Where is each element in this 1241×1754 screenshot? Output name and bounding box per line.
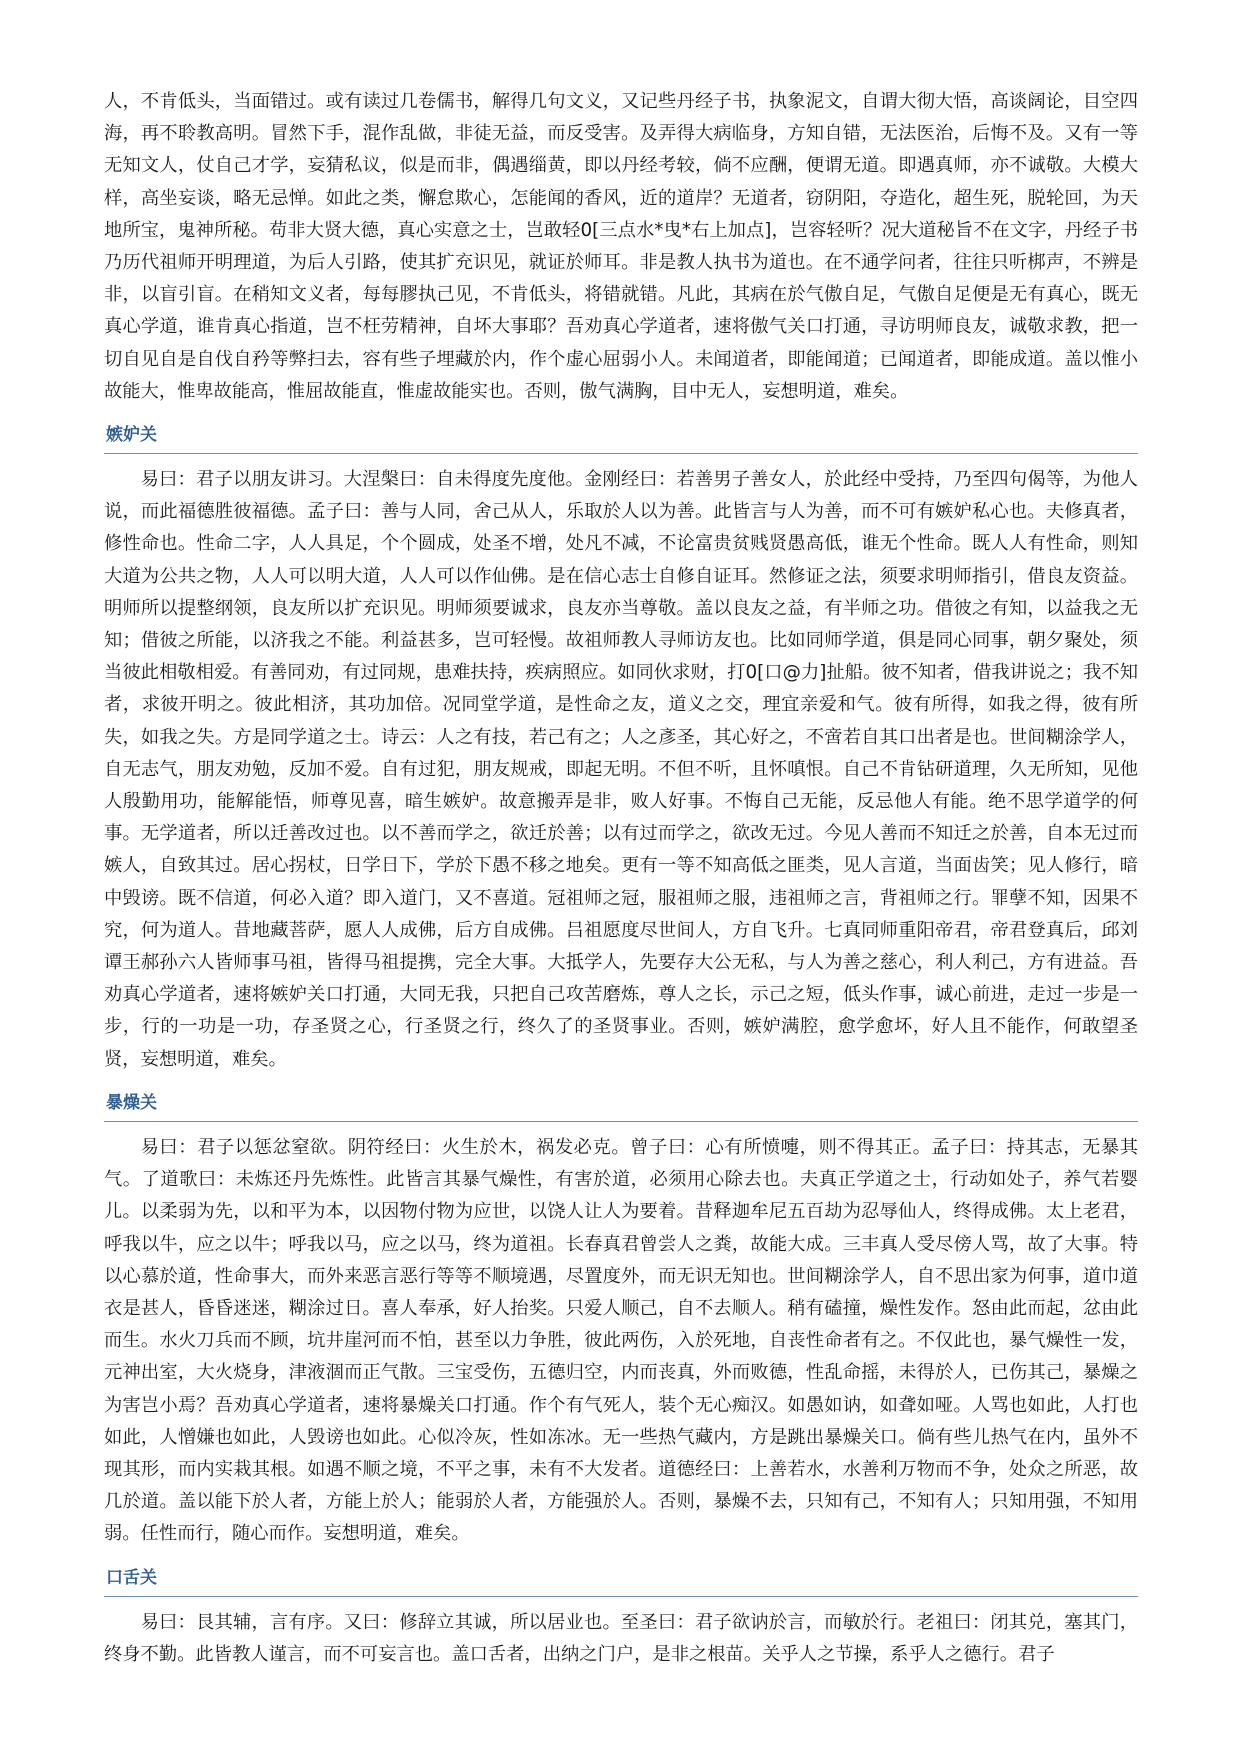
section-heading-speech: 口舌关 <box>104 1566 1138 1597</box>
section-heading-irritability: 暴燥关 <box>104 1091 1138 1122</box>
section-body-jealousy: 易曰：君子以朋友讲习。大涅槃曰：自未得度先度他。金刚经曰：若善男子善女人，於此经中受持，乃至四句偈等，为他人说，而此福德胜彼福德。孟子曰：善与人同，舍己从人，乐取於人以为善。此皆言与人为善，而不可有嫉妒私心也。夫修真者，修性命也。性命二字，人人具足，个个圆成，处圣不增，处凡不减，不论富贵贫贱贤愚高低，谁无个性命。既人人有性命，则知大道为公共之物，人人可以明大道，人人可以作仙佛。是在信心志士自修自证耳。然修证之法，须要求明师指引，借良友资益。明师所以提整纲领，良友所以扩充识见。明师须要诚求，良友亦当尊敬。盖以良友之益，有半师之功。借彼之有知，以益我之无知；借彼之所能，以济我之不能。利益甚多，岂可轻慢。故祖师教人寻师访友也。比如同师学道，俱是同心同事，朝夕聚处，须当彼此相敬相爱。有善同劝，有过同规，患难扶持，疾病照应。如同伙求财，打0[口@力]扯船。彼不知者，借我讲说之；我不知者，求彼开明之。彼此相济，其功加倍。况同堂学道，是性命之友，道义之交，理宜亲爱和气。彼有所得，如我之得，彼有所失，如我之失。方是同学道之士。诗云：人之有技，若己有之；人之彥圣，其心好之，不啻若自其口出者是也。世间糊涂学人，自无志气，朋友劝勉，反加不爱。自有过犯，朋友规戒，即起无明。不但不听，且怀嗔恨。自己不肯钻研道理，久无所知，见他人殷勤用功，能解能悟，师尊见喜，暗生嫉妒。故意搬弄是非，败人好事。不悔自己无能，反忌他人有能。绝不思学道学的何事。无学道者，所以迁善改过也。以不善而学之，欲迁於善；以有过而学之，欲改无过。今见人善而不知迁之於善，自本无过而嫉人，自致其过。居心拐杖，日学日下，学於下愚不移之地矣。更有一等不知高低之匪类，见人言道，当面齿笑；见人修行，暗中毁谤。既不信道，何必入道？即入道门，又不喜道。冠祖师之冠，服祖师之服，违祖师之言，背祖师之行。罪孽不知，因果不究，何为道人。昔地藏菩萨，愿人人成佛，后方自成佛。吕祖愿度尽世间人，方自飞升。七真同师重阳帝君，帝君登真后，邱刘谭王郝孙六人皆师事马祖，皆得马祖提携，完全大事。大抵学人，先要存大公无私，与人为善之慈心，利人利己，方有进益。吾劝真心学道者，速将嫉妒关口打通，大同无我，只把自己攻苦磨炼，尊人之长，示己之短，低头作事，诚心前进，走过一步是一步，行的一功是一功，存圣贤之心，行圣贤之行，终久了的圣贤事业。否则，嫉妒满腔，愈学愈坏，好人且不能作，何敢望圣贤，妄想明道，难矣。 <box>104 469 1138 1070</box>
section-body-irritability: 易曰：君子以惩忿窒欲。阴符经曰：火生於木，祸发必克。曾子曰：心有所愤嚏，则不得其正。孟子曰：持其志，无暴其气。了道歌曰：未炼还丹先炼性。此皆言其暴气燥性，有害於道，必须用心除去也。夫真正学道之士，行动如处子，养气若婴儿。以柔弱为先，以和平为本，以因物付物为应世，以饶人让人为要着。昔释迦牟尼五百劫为忍辱仙人，终得成佛。太上老君，呼我以牛，应之以牛；呼我以马，应之以马，终为道祖。长春真君曾尝人之粪，故能大成。三丰真人受尽傍人骂，故了大事。特以心慕於道，性命事大，而外来恶言恶行等等不顺境遇，尽置度外，而无识无知也。世间糊涂学人，自不思出家为何事，道巾道衣是甚人，昏昏迷迷，糊涂过日。喜人奉承，好人抬奖。只爱人顺己，自不去顺人。稍有磕撞，燥性发作。怒由此而起，忿由此而生。水火刀兵而不顾，坑井崖河而不怕，甚至以力争胜，彼此两伤，入於死地，自丧性命者有之。不仅此也，暴气燥性一发，元神出室，大火烧身，津液涸而正气散。三宝受伤，五德归空，内而丧真，外而败德，性乱命摇，未得於人，已伤其己，暴燥之为害岂小焉？吾劝真心学道者，速将暴燥关口打通。作个有气死人，装个无心痴汉。如愚如讷，如聋如哑。人骂也如此，人打也如此，人憎嫌也如此，人毁谤也如此。心似冷灰，性如冻冰。无一些热气藏内，方是跳出暴燥关口。倘有些儿热气在内，虽外不现其形，而内实栽其根。如遇不顺之境，不平之事，未有不大发者。道德经曰：上善若水，水善利万物而不争，处众之所恶，故几於道。盖以能下於人者，方能上於人；能弱於人者，方能强於人。否则，暴燥不去，只知有己，不知有人；只知用强，不知用弱。任性而行，随心而作。妄想明道，难矣。 <box>104 1136 1138 1545</box>
document-page <box>104 86 1138 1671</box>
section-body-speech: 易曰：艮其辅，言有序。又曰：修辞立其诚，所以居业也。至圣曰：君子欲讷於言，而敏於行。老祖曰：闭其兑，塞其门，终身不勤。此皆教人谨言，而不可妄言也。盖口舌者，出纳之门户，是非之根苗。关乎人之节操，系乎人之德行。君子 <box>104 1611 1138 1665</box>
intro-paragraph: 人，不肯低头，当面错过。或有读过几卷儒书，解得几句文义，又记些丹经子书，执象泥文，自谓大彻大悟，高谈阔论，目空四海，再不聆教高明。冒然下手，混作乱做，非徒无益，而反受害。及弄得大病临身，方知自错，无法医治，后悔不及。又有一等无知文人，仗自己才学，妄猜私议，似是而非，偶遇缁黄，即以丹经考较，倘不应酬，便谓无道。即遇真师，亦不诚敬。大模大样，高坐妄谈，略无忌惮。如此之类，懈怠欺心，怎能闻的香风，近的道岸？无道者，窃阴阳，夺造化，超生死，脱轮回，为天地所宝，鬼神所秘。苟非大贤大德，真心实意之士，岂敢轻0[三点水*曳*右上加点]，岂容轻听？况大道秘旨不在文字，丹经子书乃历代祖师开明理道，为后人引路，使其扩充识见，就证於师耳。非是教人执书为道也。在不通学问者，往往只听梆声，不辨是非，以盲引盲。在稍知文义者，每每膠执己见，不肯低头，将错就错。凡此，其病在於气傲自足，气傲自足便是无有真心，既无真心学道，谁肯真心指道，岂不枉劳精神，自坏大事耶？吾劝真心学道者，速将傲气关口打通，寻访明师良友，诚敬求教，把一切自见自是自伐自矜等弊扫去，容有些子埋藏於内，作个虚心屈弱小人。未闻道者，即能闻道；已闻道者，即能成道。盖以惟小故能大，惟卑故能高，惟屈故能直，惟虚故能实也。否则，傲气满胸，目中无人，妄想明道，难矣。 <box>104 91 1138 402</box>
section-heading-jealousy: 嫉妒关 <box>104 423 1138 454</box>
